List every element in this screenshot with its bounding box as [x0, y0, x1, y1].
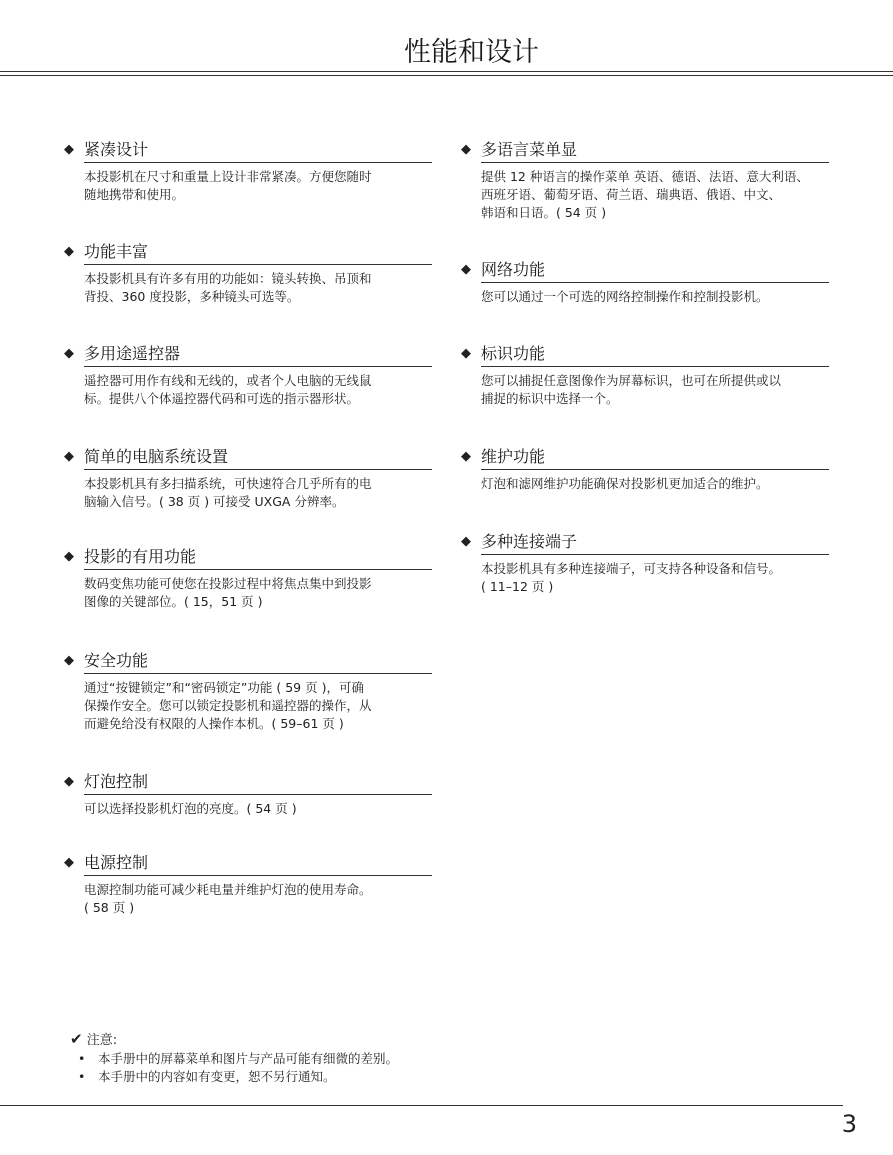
footer-rule [0, 1105, 843, 1106]
diamond-bullet-icon: ◆ [64, 653, 74, 668]
section-body: 灯泡和滤网维护功能确保对投影机更加适合的维护。 [481, 476, 769, 491]
section-body: 提供 12 种语言的操作菜单 英语、德语、法语、意大利语、 西班牙语、葡萄牙语、荷兰语、瑞典语、俄语、中文、 韩语和日语。( 54 页 ) [481, 169, 809, 220]
section-body: 本投影机在尺寸和重量上设计非常紧凑。方便您随时 随地携带和使用。 [84, 169, 372, 202]
note-item [70, 1068, 490, 1086]
section-security [64, 649, 436, 733]
section-projection-features [64, 545, 436, 611]
diamond-bullet-icon: ◆ [461, 449, 471, 464]
section-body: 您可以捕捉任意图像作为屏幕标识，也可在所提供或以 捕捉的标识中选择一个。 [481, 373, 782, 406]
section-heading: 功能丰富 [84, 240, 432, 265]
page-number: 3 [841, 1110, 857, 1138]
section-body: 电源控制功能可减少耗电量并维护灯泡的使用寿命。 ( 58 页 ) [84, 882, 372, 915]
section-terminals [461, 530, 833, 596]
section-heading: 维护功能 [481, 445, 829, 470]
section-lamp-control [64, 770, 436, 818]
bullet-dot-icon: • [78, 1051, 86, 1066]
section-body: 您可以通过一个可选的网络控制操作和控制投影机。 [481, 289, 769, 304]
section-body: 本投影机具有多扫描系统，可快速符合几乎所有的电 脑输入信号。( 38 页 ) 可接受 UXGA 分辨率。 [84, 476, 372, 509]
note-title: 注意: [86, 1033, 118, 1048]
section-heading: 标识功能 [481, 342, 829, 367]
section-body: 数码变焦功能可使您在投影过程中将焦点集中到投影 图像的关键部位。( 15，51 页 ) [84, 576, 372, 609]
header-rule [0, 71, 893, 72]
diamond-bullet-icon: ◆ [64, 774, 74, 789]
section-logo [461, 342, 833, 408]
section-body: 遥控器可用作有线和无线的，或者个人电脑的无线鼠 标。提供八个体遥控器代码和可选的指示器形状。 [84, 373, 372, 406]
diamond-bullet-icon: ◆ [64, 449, 74, 464]
section-heading: 简单的电脑系统设置 [84, 445, 432, 470]
diamond-bullet-icon: ◆ [64, 142, 74, 157]
diamond-bullet-icon: ◆ [64, 346, 74, 361]
section-maintenance [461, 445, 833, 493]
diamond-bullet-icon: ◆ [64, 244, 74, 259]
diamond-bullet-icon: ◆ [461, 346, 471, 361]
diamond-bullet-icon: ◆ [461, 534, 471, 549]
section-power-control [64, 851, 436, 917]
diamond-bullet-icon: ◆ [64, 549, 74, 564]
section-body: 通过“按键锁定”和“密码锁定”功能 ( 59 页 )，可确 保操作安全。您可以锁定投影机和遥控器的操作，从 而避免给没有权限的人操作本机。( 59–61 页 ) [84, 680, 372, 731]
diamond-bullet-icon: ◆ [461, 142, 471, 157]
section-heading: 网络功能 [481, 258, 829, 283]
section-body: 可以选择投影机灯泡的亮度。( 54 页 ) [84, 801, 297, 816]
page-title: 性能和设计 [404, 37, 539, 68]
section-heading: 灯泡控制 [84, 770, 432, 795]
section-network [461, 258, 833, 306]
diamond-bullet-icon: ◆ [461, 262, 471, 277]
note-title-row [70, 1030, 490, 1050]
diamond-bullet-icon: ◆ [64, 855, 74, 870]
header-rule-secondary [0, 75, 893, 76]
section-body: 本投影机具有许多有用的功能如：镜头转换、吊顶和 背投、360 度投影，多种镜头可选等。 [84, 271, 372, 304]
bullet-dot-icon: • [78, 1069, 86, 1084]
section-remote-control [64, 342, 436, 408]
note-item-text: 本手册中的内容如有变更，恕不另行通知。 [98, 1069, 336, 1084]
section-rich-features [64, 240, 436, 306]
section-heading: 投影的有用功能 [84, 545, 432, 570]
section-heading: 紧凑设计 [84, 138, 432, 163]
section-heading: 多语言菜单显 [481, 138, 829, 163]
section-heading: 安全功能 [84, 649, 432, 674]
checkmark-icon: ✔ [70, 1030, 83, 1048]
section-multilingual-menu [461, 138, 833, 222]
section-heading: 多用途遥控器 [84, 342, 432, 367]
section-heading: 电源控制 [84, 851, 432, 876]
note-item-text: 本手册中的屏幕菜单和图片与产品可能有细微的差别。 [98, 1051, 399, 1066]
section-computer-setup [64, 445, 436, 511]
section-body: 本投影机具有多种连接端子，可支持各种设备和信号。 ( 11–12 页 ) [481, 561, 782, 594]
section-heading: 多种连接端子 [481, 530, 829, 555]
note-item [70, 1050, 490, 1068]
section-compact-design [64, 138, 436, 204]
note-box [70, 1030, 490, 1086]
